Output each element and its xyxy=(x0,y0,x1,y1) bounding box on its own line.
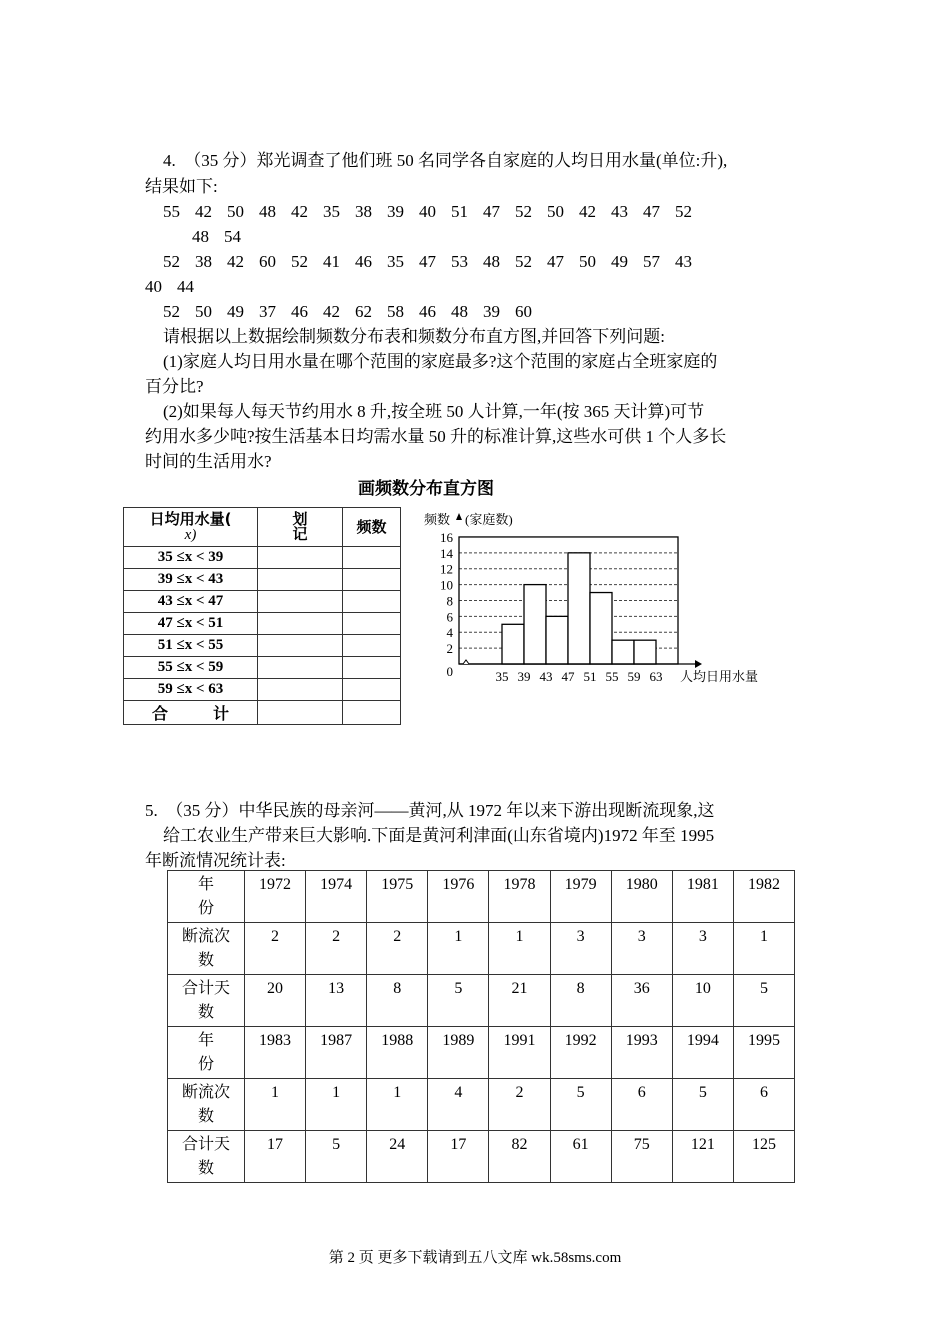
table-row xyxy=(124,613,401,635)
table-row xyxy=(168,975,795,1027)
x-axis-arrow-icon xyxy=(695,660,702,668)
x-tick-label: 43 xyxy=(539,669,553,684)
data-value: 39 xyxy=(387,202,404,221)
data-value: 38 xyxy=(355,202,372,221)
table-cell: 5 xyxy=(428,975,489,1027)
data-value: 48 xyxy=(451,302,468,321)
table-cell: 17 xyxy=(428,1131,489,1183)
table-cell: 1988 xyxy=(367,1027,428,1079)
table-cell: 6 xyxy=(611,1079,672,1131)
table-row xyxy=(124,635,401,657)
data-value: 52 xyxy=(515,252,532,271)
y-tick-label: 12 xyxy=(440,561,453,577)
x-axis-label: 人均日用水量 xyxy=(680,669,759,684)
frequency-cell[interactable] xyxy=(343,591,401,613)
table-cell: 1 xyxy=(306,1079,367,1131)
table-cell: 1978 xyxy=(489,871,550,923)
table-row xyxy=(124,591,401,613)
tally-cell[interactable] xyxy=(258,569,343,591)
data-value: 52 xyxy=(291,252,308,271)
data-value: 57 xyxy=(643,252,660,271)
data-value: 47 xyxy=(547,252,564,271)
table-cell: 1 xyxy=(367,1079,428,1131)
data-value: 50 xyxy=(227,202,244,221)
table-cell: 1 xyxy=(733,923,794,975)
data-value: 41 xyxy=(323,252,340,271)
data-row-5 xyxy=(163,299,547,324)
header-range: 日均用水量( x) xyxy=(124,508,258,547)
table-cell: 1981 xyxy=(672,871,733,923)
range-cell: 51 ≤x < 55 xyxy=(124,635,258,657)
table-cell: 82 xyxy=(489,1131,550,1183)
table-cell: 1989 xyxy=(428,1027,489,1079)
x-tick-label: 39 xyxy=(517,669,531,684)
row-label: 年 份 xyxy=(168,871,245,923)
data-value: 42 xyxy=(323,302,340,321)
data-row-1 xyxy=(163,199,707,224)
y-tick-label: 8 xyxy=(446,593,453,609)
table-cell: 2 xyxy=(367,923,428,975)
data-value: 37 xyxy=(259,302,276,321)
total-tally-cell[interactable] xyxy=(258,701,343,725)
table-row xyxy=(168,1079,795,1131)
data-value: 42 xyxy=(291,202,308,221)
table-cell: 1976 xyxy=(428,871,489,923)
table-row xyxy=(124,569,401,591)
range-cell: 55 ≤x < 59 xyxy=(124,657,258,679)
table-cell: 5 xyxy=(550,1079,611,1131)
data-value: 55 xyxy=(163,202,180,221)
frequency-cell[interactable] xyxy=(343,635,401,657)
histogram-bar xyxy=(612,640,634,664)
table-row xyxy=(124,679,401,701)
row-label: 合计天 数 xyxy=(168,975,245,1027)
histogram-chart xyxy=(410,500,770,690)
x-tick-label: 59 xyxy=(627,669,641,684)
data-value: 48 xyxy=(483,252,500,271)
table-cell: 8 xyxy=(550,975,611,1027)
frequency-cell[interactable] xyxy=(343,569,401,591)
q4-part2b: 约用水多少吨?按生活基本日均需水量 50 升的标准计算,这些水可供 1 个人多长 xyxy=(145,427,727,446)
data-value: 38 xyxy=(195,252,212,271)
q4-part1a: (1)家庭人均日用水量在哪个范围的家庭最多?这个范围的家庭占全班家庭的 xyxy=(163,352,718,371)
total-frequency-cell[interactable] xyxy=(343,701,401,725)
table-cell: 1994 xyxy=(672,1027,733,1079)
data-value: 39 xyxy=(483,302,500,321)
y-axis-arrow-icon xyxy=(456,513,462,520)
table-cell: 1992 xyxy=(550,1027,611,1079)
table-cell: 1987 xyxy=(306,1027,367,1079)
table-cell: 1995 xyxy=(733,1027,794,1079)
table-cell: 10 xyxy=(672,975,733,1027)
range-cell: 35 ≤x < 39 xyxy=(124,547,258,569)
frequency-cell[interactable] xyxy=(343,657,401,679)
chart-title: 画频数分布直方图 xyxy=(358,479,494,499)
table-row xyxy=(168,871,795,923)
range-cell: 59 ≤x < 63 xyxy=(124,679,258,701)
table-cell: 21 xyxy=(489,975,550,1027)
data-value: 43 xyxy=(611,202,628,221)
data-row-3 xyxy=(163,249,707,274)
data-value: 46 xyxy=(291,302,308,321)
q4-part2c: 时间的生活用水? xyxy=(145,452,272,471)
data-row-4 xyxy=(145,274,209,299)
table-cell: 1979 xyxy=(550,871,611,923)
table-cell: 1 xyxy=(489,923,550,975)
x-tick-label: 35 xyxy=(495,669,509,684)
q4-part1b: 百分比? xyxy=(145,377,204,396)
data-value: 46 xyxy=(355,252,372,271)
data-value: 52 xyxy=(675,202,692,221)
axis-break-icon xyxy=(463,660,469,664)
data-value: 40 xyxy=(419,202,436,221)
data-value: 52 xyxy=(515,202,532,221)
data-value: 35 xyxy=(323,202,340,221)
table-row xyxy=(124,657,401,679)
data-value: 54 xyxy=(224,227,241,246)
q5-line2: 给工农业生产带来巨大影响.下面是黄河利津面(山东省境内)1972 年至 1995 xyxy=(163,826,715,845)
row-label: 断流次 数 xyxy=(168,1079,245,1131)
table-cell: 3 xyxy=(672,923,733,975)
table-cell: 1 xyxy=(428,923,489,975)
table-cell: 5 xyxy=(306,1131,367,1183)
table-cell: 1983 xyxy=(245,1027,306,1079)
table-cell: 1982 xyxy=(733,871,794,923)
table-cell: 8 xyxy=(367,975,428,1027)
data-value: 43 xyxy=(675,252,692,271)
x-tick-label: 63 xyxy=(649,669,663,684)
data-value: 48 xyxy=(259,202,276,221)
range-cell: 47 ≤x < 51 xyxy=(124,613,258,635)
data-value: 62 xyxy=(355,302,372,321)
table-cell: 1975 xyxy=(367,871,428,923)
data-value: 47 xyxy=(419,252,436,271)
table-cell: 13 xyxy=(306,975,367,1027)
data-value: 50 xyxy=(579,252,596,271)
data-value: 51 xyxy=(451,202,468,221)
data-value: 47 xyxy=(483,202,500,221)
tally-cell[interactable] xyxy=(258,679,343,701)
y-tick-label: 2 xyxy=(446,641,453,657)
table-cell: 20 xyxy=(245,975,306,1027)
table-row xyxy=(168,923,795,975)
data-value: 49 xyxy=(611,252,628,271)
y-axis-unit: (家庭数) xyxy=(465,512,513,527)
data-value: 50 xyxy=(547,202,564,221)
range-cell: 43 ≤x < 47 xyxy=(124,591,258,613)
x-tick-label: 55 xyxy=(605,669,619,684)
y-tick-label: 0 xyxy=(446,664,453,679)
frequency-cell[interactable] xyxy=(343,547,401,569)
tally-cell[interactable] xyxy=(258,657,343,679)
table-cell: 125 xyxy=(733,1131,794,1183)
y-tick-label: 14 xyxy=(440,545,453,561)
frequency-table xyxy=(123,507,401,725)
table-cell: 2 xyxy=(306,923,367,975)
table-row xyxy=(124,547,401,569)
data-value: 42 xyxy=(227,252,244,271)
range-cell: 39 ≤x < 43 xyxy=(124,569,258,591)
header-tally: 划 记 xyxy=(258,508,343,547)
data-value: 60 xyxy=(515,302,532,321)
q4-part2a: (2)如果每人每天节约用水 8 升,按全班 50 人计算,一年(按 365 天计算)可节 xyxy=(163,402,705,421)
data-value: 50 xyxy=(195,302,212,321)
table-cell: 3 xyxy=(611,923,672,975)
y-tick-label: 4 xyxy=(446,625,453,641)
table-row xyxy=(168,1027,795,1079)
histogram-bar xyxy=(590,593,612,664)
table-cell: 17 xyxy=(245,1131,306,1183)
frequency-cell[interactable] xyxy=(343,679,401,701)
tally-cell[interactable] xyxy=(258,547,343,569)
data-value: 46 xyxy=(419,302,436,321)
histogram-bar xyxy=(502,624,524,664)
tally-cell[interactable] xyxy=(258,591,343,613)
q4-line1: 4. （35 分）郑光调查了他们班 50 名同学各自家庭的人均日用水量(单位:升), xyxy=(163,151,728,170)
header-frequency: 频数 xyxy=(343,508,401,547)
table-cell: 6 xyxy=(733,1079,794,1131)
data-value: 49 xyxy=(227,302,244,321)
table-row xyxy=(168,1131,795,1183)
table-cell: 1974 xyxy=(306,871,367,923)
data-value: 47 xyxy=(643,202,660,221)
table-cell: 75 xyxy=(611,1131,672,1183)
tally-cell[interactable] xyxy=(258,635,343,657)
table-cell: 1991 xyxy=(489,1027,550,1079)
y-axis-label: 频数 xyxy=(424,512,451,527)
x-tick-label: 51 xyxy=(583,669,597,684)
data-value: 44 xyxy=(177,277,194,296)
data-value: 48 xyxy=(192,227,209,246)
row-label: 断流次 数 xyxy=(168,923,245,975)
data-value: 53 xyxy=(451,252,468,271)
table-cell: 3 xyxy=(550,923,611,975)
data-row-2 xyxy=(192,224,256,249)
q5-line3: 年断流情况统计表: xyxy=(145,851,286,870)
q4-instruction: 请根据以上数据绘制频数分布表和频数分布直方图,并回答下列问题: xyxy=(163,327,665,346)
table-cell: 1980 xyxy=(611,871,672,923)
table-cell: 61 xyxy=(550,1131,611,1183)
y-tick-label: 16 xyxy=(440,529,453,545)
y-tick-label: 6 xyxy=(446,609,453,625)
q5-line1: 5. （35 分）中华民族的母亲河——黄河,从 1972 年以来下游出现断流现象,这 xyxy=(145,801,715,820)
page-footer: 第 2 页 更多下载请到五八文库 wk.58sms.com xyxy=(328,1250,622,1266)
tally-cell[interactable] xyxy=(258,613,343,635)
yellow-river-table xyxy=(167,870,795,1183)
y-tick-label: 10 xyxy=(440,577,453,593)
histogram-bar xyxy=(524,585,546,664)
table-cell: 24 xyxy=(367,1131,428,1183)
total-label: 合 计 xyxy=(124,701,258,725)
table-cell: 1972 xyxy=(245,871,306,923)
table-cell: 4 xyxy=(428,1079,489,1131)
data-value: 35 xyxy=(387,252,404,271)
table-cell: 5 xyxy=(672,1079,733,1131)
data-value: 52 xyxy=(163,302,180,321)
histogram-bar xyxy=(568,553,590,664)
table-cell: 121 xyxy=(672,1131,733,1183)
data-value: 42 xyxy=(579,202,596,221)
x-tick-label: 47 xyxy=(561,669,575,684)
row-label: 年 份 xyxy=(168,1027,245,1079)
table-cell: 5 xyxy=(733,975,794,1027)
data-value: 60 xyxy=(259,252,276,271)
table-cell: 1993 xyxy=(611,1027,672,1079)
histogram-bar xyxy=(546,616,568,664)
data-value: 52 xyxy=(163,252,180,271)
data-value: 40 xyxy=(145,277,162,296)
q4-line2: 结果如下: xyxy=(145,177,218,196)
table-cell: 2 xyxy=(489,1079,550,1131)
row-label: 合计天 数 xyxy=(168,1131,245,1183)
table-cell: 2 xyxy=(245,923,306,975)
table-cell: 1 xyxy=(245,1079,306,1131)
frequency-cell[interactable] xyxy=(343,613,401,635)
data-value: 58 xyxy=(387,302,404,321)
table-cell: 36 xyxy=(611,975,672,1027)
data-value: 42 xyxy=(195,202,212,221)
histogram-bar xyxy=(634,640,656,664)
